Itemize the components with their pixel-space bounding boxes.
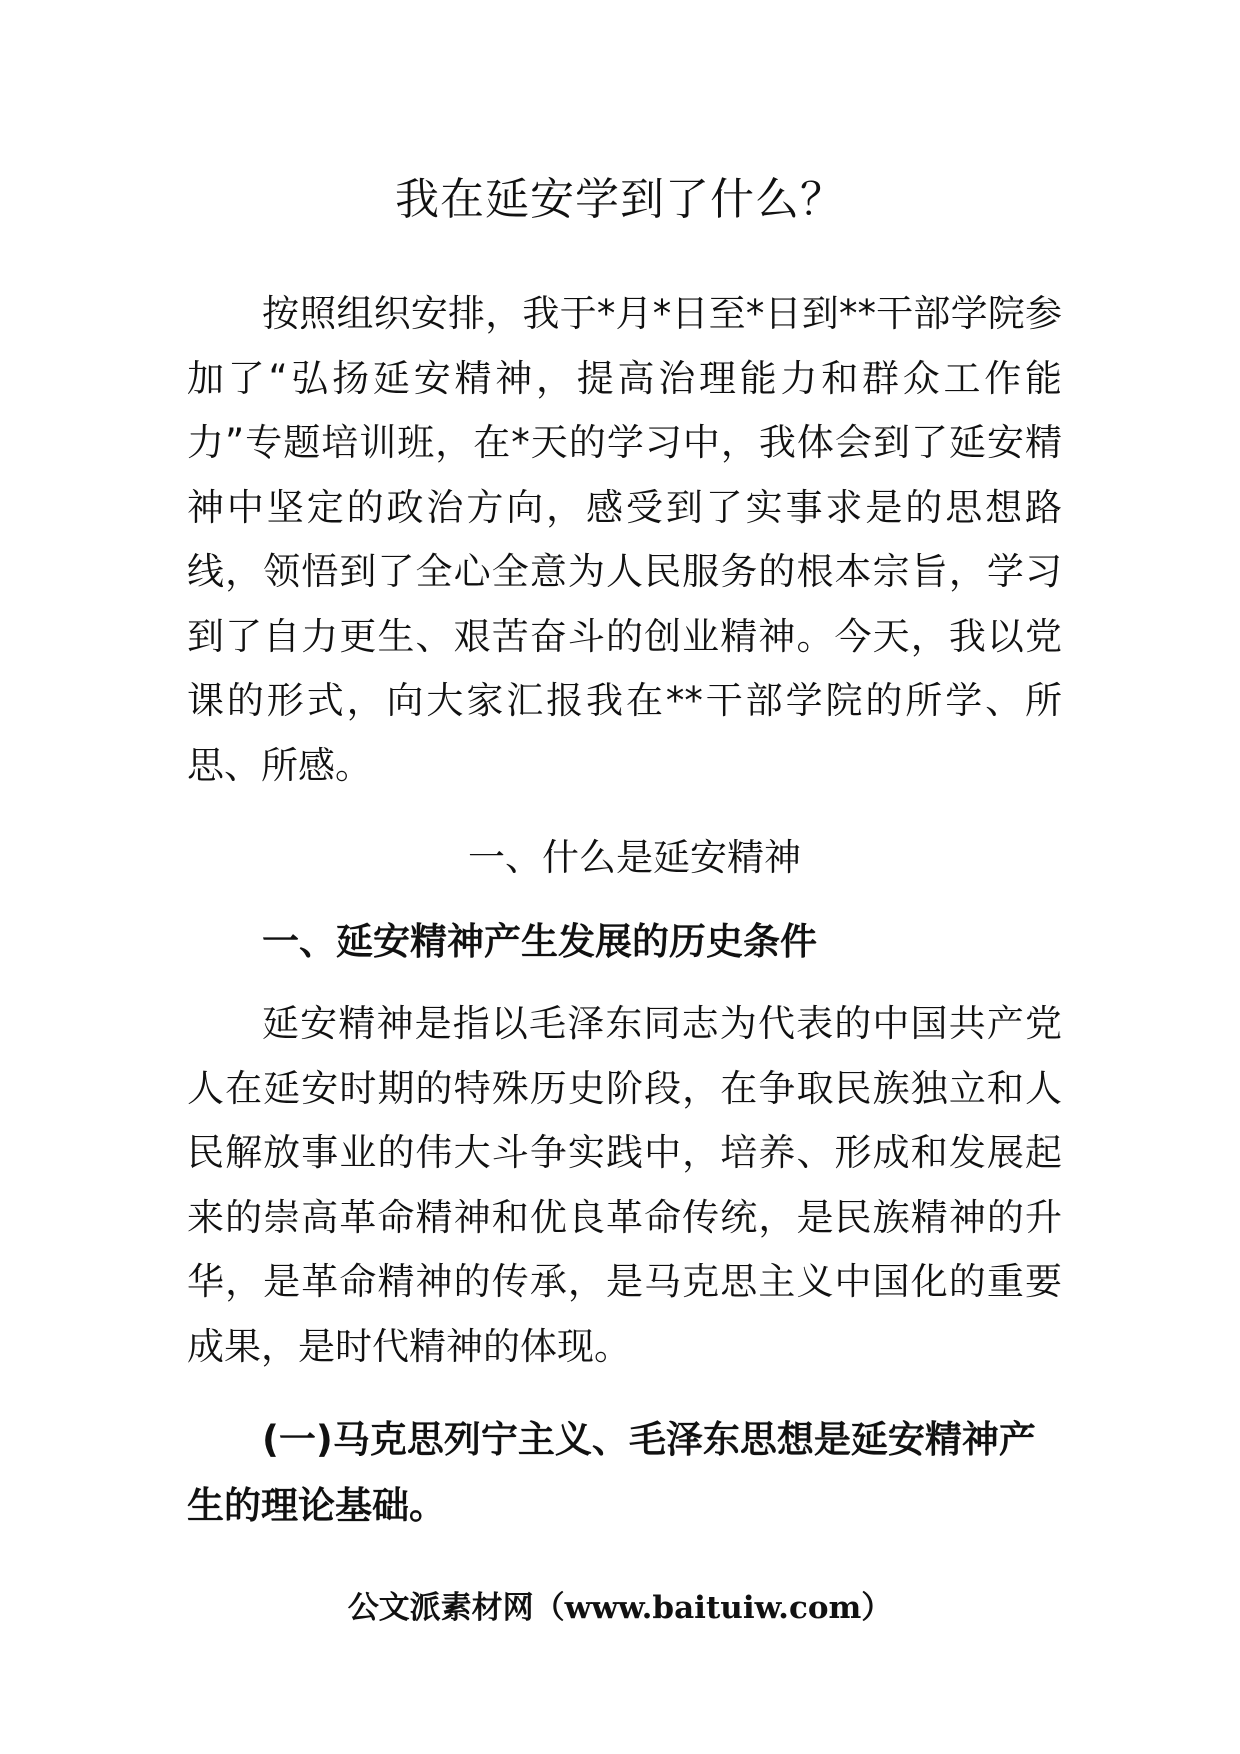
intro-paragraph: 按照组织安排，我于*月*日至*日到**干部学院参加了“弘扬延安精神，提高治理能力和群众工作能力”专题培训班，在*天的学习中，我体会到了延安精神中坚定的政治方向，感受到了实事求是的思想路线，领悟到了全心全意为人民服务的根本宗旨，学习到了自力更生、艰苦奋斗的创业精神。今天，我以党课的形式，向大家汇报我在**干部学院的所学、所思、所感。: [187, 292, 1062, 787]
section-title: 一、什么是延安精神: [468, 836, 801, 879]
document-body: [187, 282, 1062, 1539]
subheading: 一、延安精神产生发展的历史条件: [262, 920, 817, 963]
subheading-2: (一)马克思列宁主义、毛泽东思想是延安精神产生的理论基础。: [187, 1418, 1036, 1527]
definition-paragraph: 延安精神是指以毛泽东同志为代表的中国共产党人在延安时期的特殊历史阶段，在争取民族独立和人民解放事业的伟大斗争实践中，培养、形成和发展起来的崇高革命精神和优良革命传统，是民族精神的升华，是革命精神的传承，是马克思主义中国化的重要成果，是时代精神的体现。: [187, 1002, 1062, 1368]
source-footer: 公文派素材网（www.baituiw.com）: [347, 1590, 893, 1626]
document-title: 我在延安学到了什么？: [395, 174, 845, 225]
